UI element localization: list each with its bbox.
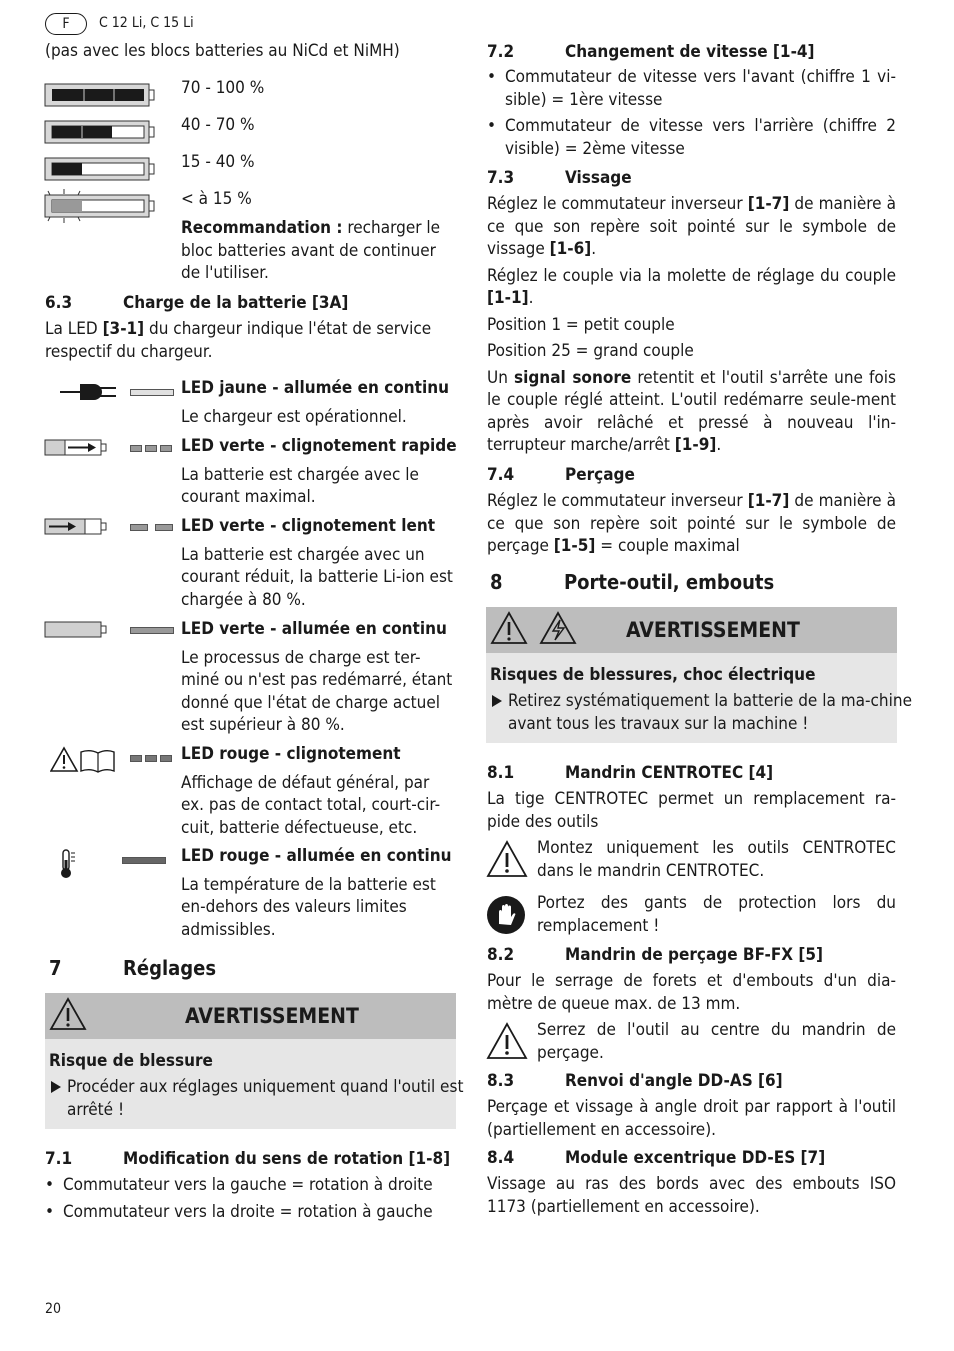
page-number: 20 <box>45 1301 62 1317</box>
thermometer-icon <box>58 848 78 880</box>
section-7-heading <box>49 957 216 980</box>
led-state-item <box>181 377 457 435</box>
section-8-1-text: La tige CENTROTEC permet un remplacement ra-pide des outils <box>487 789 896 832</box>
text-run: . <box>591 239 597 259</box>
led-steady-indicator <box>130 389 174 396</box>
warning-triangle-icon <box>490 611 528 645</box>
warning-item: Procéder aux réglages uniquement quand l'outil est arrêté ! <box>49 1076 471 1121</box>
led-state-item <box>181 743 457 845</box>
warning-box-settings <box>45 993 464 1129</box>
led-state-title: LED verte - allumée en continu <box>181 619 447 639</box>
text-run: . <box>716 435 722 455</box>
gloves-icon <box>486 895 526 935</box>
led-state-desc: La batterie est chargée avec un courant réduit, la batterie Li-ion est chargée à 80 %. <box>181 544 453 610</box>
battery-intro: (pas avec les blocs batteries au NiCd et NiMH) <box>45 41 400 61</box>
paragraph: Position 1 = petit couple <box>487 314 675 335</box>
warning-risk: Risque de blessure <box>49 1051 213 1071</box>
section-number: 8 <box>490 570 503 594</box>
ref-tag: [1-1] <box>487 288 529 308</box>
battery-two-thirds-icon <box>45 121 154 143</box>
section-7-3-heading <box>487 167 632 190</box>
warning-title: AVERTISSEMENT <box>626 618 800 642</box>
plug-icon <box>60 380 118 404</box>
battery-level-icons <box>44 80 160 230</box>
section-7-3-body <box>487 193 896 457</box>
section-title: Charge de la batterie [3A] <box>123 293 349 313</box>
recommendation-text: recharger le bloc batteries avant de continuer de l'utiliser. <box>181 218 441 283</box>
led-state-item <box>181 435 457 515</box>
warning-triangle-icon <box>486 1022 528 1060</box>
text-run: = couple maximal <box>595 536 740 556</box>
section-title: Renvoi d'angle DD-AS [6] <box>565 1071 783 1091</box>
ref-tag: [1-6] <box>549 239 592 259</box>
ref-tag: [1-5] <box>553 536 596 556</box>
paragraph <box>487 367 896 457</box>
text-run: La LED <box>45 319 103 339</box>
section-number: 8.1 <box>487 763 515 783</box>
led-state-desc: La température de la batterie est en-dehors des valeurs limites admissibles. <box>181 874 436 940</box>
section-8-2-heading <box>487 944 823 967</box>
text-run: Réglez le commutateur inverseur <box>487 194 748 214</box>
battery-low-blinking-icon <box>45 189 154 223</box>
battery-full-icon <box>45 84 154 106</box>
section-8-4-text: Vissage au ras des bords avec des embouts ISO 1173 (partiellement en accessoire). <box>487 1174 896 1217</box>
section-7-4-text <box>487 490 896 558</box>
section-number: 7.2 <box>487 42 515 62</box>
section-number: 8.3 <box>487 1071 515 1091</box>
level-40-70: 40 - 70 % <box>181 115 255 135</box>
section-title: Mandrin de perçage BF-FX [5] <box>565 945 824 965</box>
section-8-3-text: Perçage et vissage à angle droit par rapport à l'outil (partiellement en accessoire). <box>487 1097 896 1140</box>
electric-shock-icon <box>538 611 578 645</box>
section-title: Perçage <box>565 465 635 485</box>
led-fast-blink-indicator <box>130 445 172 452</box>
warning-box-tools <box>486 607 912 743</box>
led-state-desc: Affichage de défaut général, par ex. pas de contact total, court-cir-cuit, batterie défectueuse, etc. <box>181 772 441 838</box>
led-state-item <box>181 618 457 743</box>
section-6-3-text <box>45 318 457 363</box>
warning-triangle-icon <box>49 997 87 1031</box>
text-run: retentit et l'outil s'arrête une fois le couple réglé atteint. L'outil redémarre seule-ment après avoir relâché et pressé à nouveau l'in-terrupteur marche/arrêt <box>487 367 896 455</box>
section-8-1-heading <box>487 762 773 785</box>
rotation-list <box>45 1174 457 1223</box>
led-state-desc: La batterie est chargée avec le courant maximal. <box>181 464 419 507</box>
list-item: • Commutateur vers la droite = rotation à gauche <box>45 1201 457 1224</box>
speed-list <box>487 66 896 160</box>
note-centrotec: Montez uniquement les outils CENTROTEC dans le mandrin CENTROTEC. <box>537 838 896 881</box>
text-run: Un <box>487 367 515 388</box>
section-number: 7.1 <box>45 1149 73 1169</box>
section-7-4-heading <box>487 464 635 487</box>
section-number: 8.4 <box>487 1148 515 1168</box>
section-number: 6.3 <box>45 293 73 313</box>
battery-charged-icon <box>44 620 108 640</box>
paragraph <box>487 193 896 261</box>
battery-one-third-icon <box>45 158 154 180</box>
language-code: F <box>62 16 70 32</box>
led-state-desc: Le processus de charge est ter-miné ou n'est pas redémarré, étant donné que l'état de charge actuel est supérieur à 80 %. <box>181 647 453 735</box>
section-title: Vissage <box>565 168 632 188</box>
section-number: 7.3 <box>487 168 515 188</box>
ref-tag: [1-7] <box>747 491 790 511</box>
paragraph <box>487 265 896 310</box>
section-7-1-heading <box>45 1148 450 1171</box>
language-badge <box>45 13 87 35</box>
ref-tag: [1-7] <box>747 194 790 214</box>
note-chuck: Serrez de l'outil au centre du mandrin de perçage. <box>537 1020 896 1063</box>
warning-header <box>45 993 456 1039</box>
section-title: Réglages <box>123 956 217 980</box>
paragraph: Position 25 = grand couple <box>487 341 694 361</box>
text-run: de manière à ce que son repère soit pointé sur le symbole de vissage <box>487 194 896 259</box>
ref-tag: [3-1] <box>102 319 145 339</box>
led-state-title: LED verte - clignotement lent <box>181 516 436 536</box>
led-state-item <box>181 845 457 941</box>
section-8-heading <box>490 571 774 594</box>
section-number: 8.2 <box>487 945 515 965</box>
list-item: • Commutateur de vitesse vers l'avant (chiffre 1 vi-sible) = 1ère vitesse <box>487 66 896 111</box>
led-red-blink-indicator <box>130 755 172 762</box>
warning-risk: Risques de blessures, choc électrique <box>490 665 816 685</box>
section-title: Changement de vitesse [1-4] <box>565 42 815 62</box>
section-6-3-heading <box>45 292 348 315</box>
led-state-desc: Le chargeur est opérationnel. <box>181 406 407 427</box>
ref-tag: [1-9] <box>674 435 717 455</box>
led-state-title: LED rouge - clignotement <box>181 744 401 764</box>
warning-header <box>486 607 897 653</box>
warning-manual-icon <box>50 746 116 774</box>
list-item: • Commutateur de vitesse vers l'arrière (chiffre 2 visible) = 2ème vitesse <box>487 115 896 160</box>
text-run: Réglez le commutateur inverseur <box>487 491 748 511</box>
section-title: Module excentrique DD-ES [7] <box>565 1148 826 1168</box>
led-slow-blink-indicator <box>130 524 172 531</box>
model-name: C 12 Li, C 15 Li <box>99 15 194 31</box>
recommendation-label: Recommandation : <box>181 218 343 238</box>
battery-charging-fast-icon <box>44 438 108 458</box>
section-8-3-heading <box>487 1070 783 1093</box>
level-15-40: 15 - 40 % <box>181 152 255 172</box>
led-state-title: LED verte - clignotement rapide <box>181 436 457 456</box>
emphasis: signal sonore <box>514 367 632 388</box>
list-item: • Commutateur vers la gauche = rotation à droite <box>45 1174 457 1197</box>
section-number: 7.4 <box>487 465 515 485</box>
section-7-2-heading <box>487 41 815 64</box>
level-70-100: 70 - 100 % <box>181 78 265 98</box>
section-title: Porte-outil, embouts <box>564 570 775 594</box>
led-state-title: LED rouge - allumée en continu <box>181 846 452 866</box>
led-state-title: LED jaune - allumée en continu <box>181 378 449 398</box>
section-title: Modification du sens de rotation [1-8] <box>123 1149 451 1169</box>
text-run: Réglez le couple via la molette de réglage du couple <box>487 265 896 286</box>
section-8-2-text: Pour le serrage de forets et d'embouts d'un dia-mètre de queue max. de 13 mm. <box>487 971 896 1014</box>
warning-item: Retirez systématiquement la batterie de la ma-chine avant tous les travaux sur la machine ! <box>490 690 912 735</box>
led-red-steady-indicator <box>122 857 166 864</box>
led-green-steady-indicator <box>130 627 174 634</box>
battery-charging-slow-icon <box>44 517 108 537</box>
led-state-item <box>181 515 457 618</box>
warning-title: AVERTISSEMENT <box>185 1004 359 1028</box>
section-8-4-heading <box>487 1147 825 1170</box>
text-run: de manière à ce que son repère soit pointé sur le symbole de perçage <box>487 491 896 556</box>
section-title: Mandrin CENTROTEC [4] <box>565 763 774 783</box>
warning-triangle-icon <box>486 840 528 878</box>
text-run: du chargeur indique l'état de service respectif du chargeur. <box>45 319 432 362</box>
led-state-list <box>181 377 457 941</box>
recommendation <box>181 217 457 285</box>
note-gloves: Portez des gants de protection lors du remplacement ! <box>537 893 896 936</box>
section-number: 7 <box>49 956 62 980</box>
text-run: . <box>528 288 534 308</box>
level-below-15: < à 15 % <box>181 189 252 209</box>
